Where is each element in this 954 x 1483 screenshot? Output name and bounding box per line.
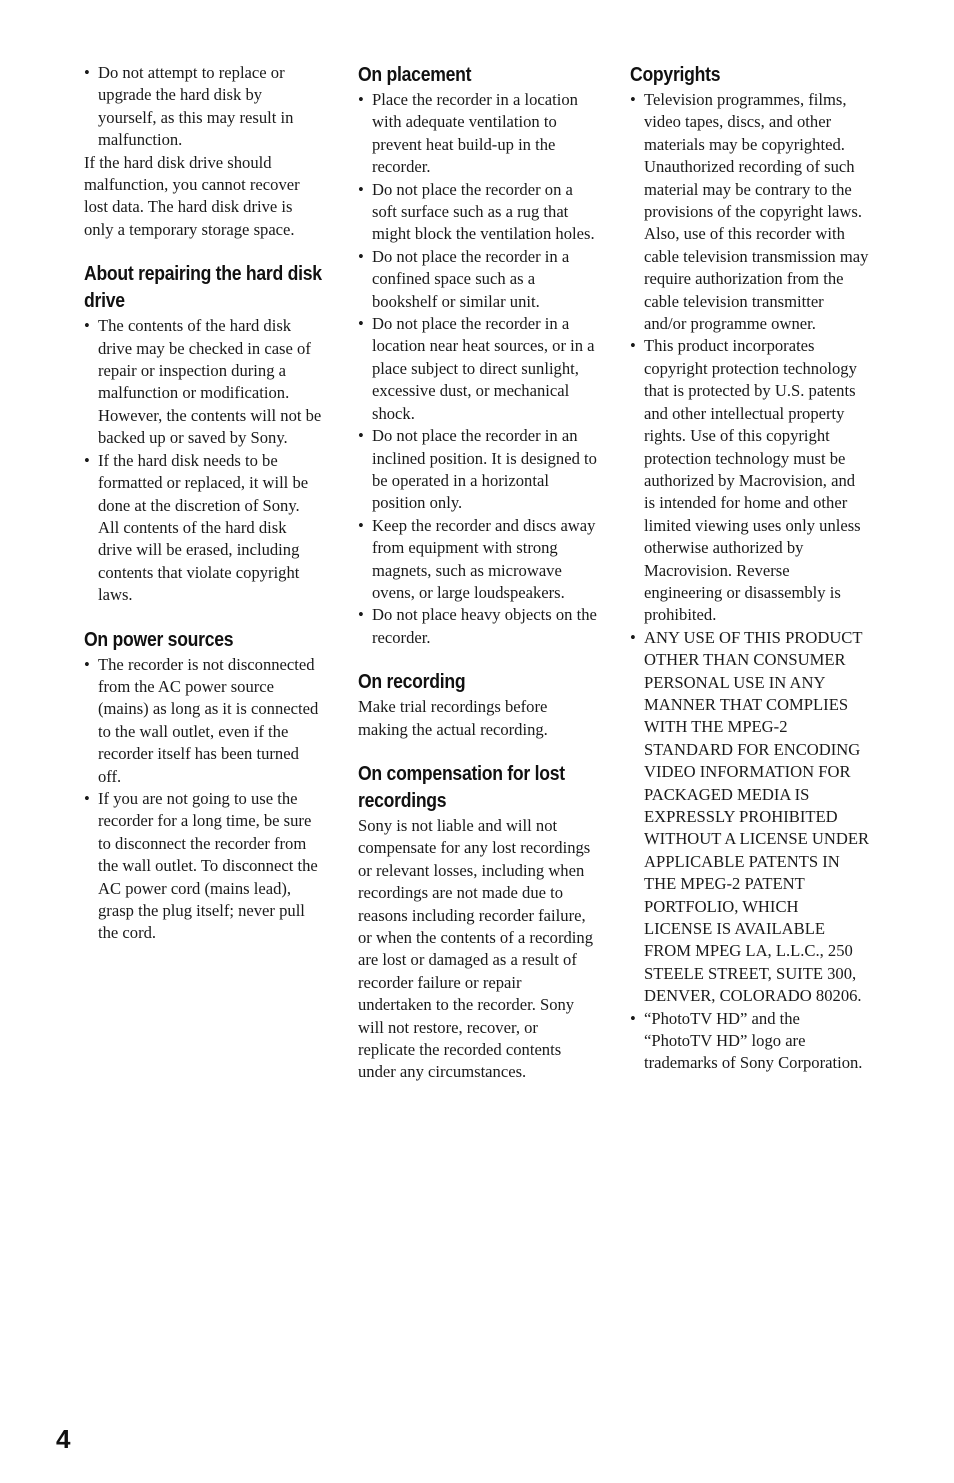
list-item <box>84 450 324 607</box>
list-item <box>84 315 324 449</box>
column-middle <box>358 62 598 1084</box>
bullet-icon: • <box>358 179 364 199</box>
bullet-icon: • <box>358 426 364 446</box>
section-heading: On compensation for lost recordings <box>358 762 565 812</box>
section-power-sources <box>84 627 324 945</box>
section-heading: About repairing the hard disk drive <box>84 263 322 313</box>
section-heading: On recording <box>358 671 466 694</box>
repair-list <box>84 315 324 606</box>
list-item <box>84 654 324 788</box>
list-item-text: Do not place the recorder in a location near heat sources, or in a place subject to direct sunlight, excessive dust, or mechanical shock. <box>372 314 595 423</box>
bullet-icon: • <box>630 90 636 109</box>
column-right <box>630 62 870 1075</box>
list-item <box>358 179 598 246</box>
list-item-text: Do not place the recorder in an inclined position. It is designed to be operated in a horizontal position only. <box>372 426 597 513</box>
list-item-text: ANY USE OF THIS PRODUCT OTHER THAN CONSUMER PERSONAL USE IN ANY MANNER THAT COMPLIES WITH THE MPEG-2 STANDARD FOR ENCODING VIDEO INFORMATION FOR PACKAGED MEDIA IS EXPRESSLY PROHIBITED WITHOUT A LICENSE UNDER APPLICABLE PATENTS IN THE MPEG-2 PATENT PORTFOLIO, WHICH LICENSE IS AVAILABLE FROM MPEG LA, L.L.C., 250 STEELE STREET, SUITE 300, DENVER, COLORADO 80206. <box>644 627 870 1006</box>
list-item-text: This product incorporates copyright protection technology that is protected by U.S. patents and other intellectual property rights. Use of this copyright protection technology must be authorized by Macrovision, and is intended for home and other limited viewing uses only unless otherwise authorized by Macrovision. Reverse engineering or disassembly is prohibited. <box>644 336 861 625</box>
bullet-icon: • <box>358 515 364 535</box>
list-item <box>630 1008 870 1075</box>
list-item-text: The contents of the hard disk drive may be checked in case of repair or inspection during a malfunction or modification. However, the contents will not be backed up or saved by Sony. <box>98 316 322 448</box>
hdd-warning-list <box>84 62 324 152</box>
list-item-text: Do not attempt to replace or upgrade the hard disk by yourself, as this may result in malfunction. <box>98 63 294 150</box>
bullet-icon: • <box>358 314 364 334</box>
list-item <box>358 515 598 605</box>
list-item <box>84 62 324 152</box>
page-number: 4 <box>56 1424 71 1454</box>
list-item-text: Place the recorder in a location with adequate ventilation to prevent heat build-up in the recorder. <box>372 90 578 177</box>
list-item-text: Television programmes, films, video tapes, discs, and other materials may be copyrighted. Unauthorized recording of such material may be contrary to the provisions of the copyright laws. Also, use of this recorder with cable television transmission may require authorization from the cable television transmitter and/or programme owner. <box>644 90 869 334</box>
bullet-icon: • <box>630 1008 636 1028</box>
section-placement <box>358 62 598 649</box>
section-repairing-hdd <box>84 261 324 606</box>
list-item-text: If you are not going to use the recorder for a long time, be sure to disconnect the recorder from the wall outlet. To disconnect the AC power cord (mains lead), grasp the plug itself; never pull the cord. <box>98 788 318 943</box>
list-item <box>358 313 598 425</box>
section-copyrights <box>630 62 870 1075</box>
compensation-paragraph: Sony is not liable and will not compensate for any lost recordings or relevant losses, including when recordings are not made due to reasons including recorder failure, or when the contents of a recording are lost or damaged as a result of recorder failure or repair undertaken to the recorder. Sony will not restore, recover, or replicate the recorded contents under any circumstances. <box>358 815 593 1082</box>
column-left <box>84 62 324 945</box>
list-item-text: Keep the recorder and discs away from equipment with strong magnets, such as microwave ovens, or large loudspeakers. <box>372 515 596 602</box>
bullet-icon: • <box>630 627 636 647</box>
bullet-icon: • <box>84 654 90 674</box>
recording-paragraph: Make trial recordings before making the actual recording. <box>358 697 548 739</box>
section-heading: Copyrights <box>630 64 721 86</box>
list-item <box>630 335 870 626</box>
list-item <box>84 788 324 945</box>
list-item <box>358 425 598 515</box>
bullet-icon: • <box>84 788 90 808</box>
bullet-icon: • <box>630 336 636 356</box>
list-item-text: If the hard disk needs to be formatted or replaced, it will be done at the discretion of Sony. All contents of the hard disk drive will be erased, including contents that violate copyright laws. <box>98 450 309 605</box>
section-compensation <box>358 761 598 1084</box>
copyrights-list <box>630 89 870 1075</box>
bullet-icon: • <box>358 605 364 625</box>
hdd-malfunction-paragraph: If the hard disk drive should malfunction, you cannot recover lost data. The hard disk drive is only a temporary storage space. <box>84 152 300 239</box>
power-list <box>84 654 324 945</box>
bullet-icon: • <box>84 316 90 336</box>
list-item <box>358 89 598 179</box>
list-item-text: Do not place heavy objects on the recorder. <box>372 605 597 647</box>
section-heading: On placement <box>358 64 472 86</box>
bullet-icon: • <box>358 246 364 266</box>
list-item-text: Do not place the recorder on a soft surface such as a rug that might block the ventilation holes. <box>372 179 595 244</box>
list-item-text: Do not place the recorder in a confined space such as a bookshelf or similar unit. <box>372 246 570 311</box>
list-item <box>630 89 870 335</box>
list-item-text: The recorder is not disconnected from the AC power source (mains) as long as it is connected to the wall outlet, even if the recorder itself has been turned off. <box>98 654 319 786</box>
list-item <box>358 604 598 649</box>
list-item-text: “PhotoTV HD” and the “PhotoTV HD” logo are trademarks of Sony Corporation. <box>644 1008 863 1073</box>
list-item <box>358 246 598 313</box>
section-heading: On power sources <box>84 628 234 651</box>
section-recording <box>358 669 598 741</box>
bullet-icon: • <box>84 63 90 82</box>
bullet-icon: • <box>84 450 90 470</box>
bullet-icon: • <box>358 90 364 109</box>
list-item <box>630 627 870 1008</box>
placement-list <box>358 89 598 649</box>
